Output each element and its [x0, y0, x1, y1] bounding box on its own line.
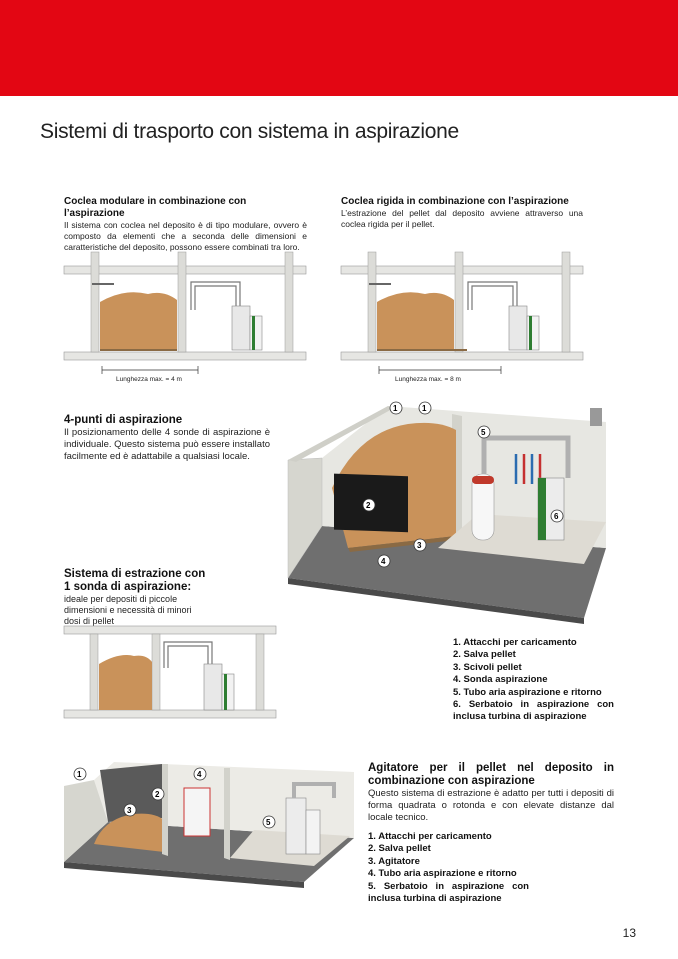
agitatore-callout-3: [124, 804, 136, 816]
legend-item: 1. Attacchi per caricamento: [368, 831, 492, 842]
header-band: [0, 0, 678, 96]
coclea-rigida-body: L’estrazione del pellet dal deposito avviene attraverso una coclea rigida per il pellet.: [341, 208, 583, 229]
legend-item: 3. Agitatore: [368, 855, 420, 867]
svg-text:4: 4: [381, 557, 386, 566]
svg-text:3: 3: [417, 541, 422, 550]
page-number: 13: [622, 926, 636, 940]
coclea-rigida-caption: Lunghezza max. = 8 m: [395, 376, 461, 383]
legend-item: 1. Attacchi per caricamento: [453, 637, 577, 648]
legend-item: 2. Salva pellet: [368, 843, 431, 855]
agitatore-callout-1: [74, 768, 86, 780]
agitatore-heading: Agitatore per il pellet nel deposito in combinazione con aspirazione: [368, 762, 614, 787]
legend-item: 5. Tubo aria aspirazione e ritorno: [453, 686, 602, 698]
svg-text:2: 2: [366, 501, 371, 510]
coclea-rigida-diagram: [341, 250, 586, 385]
agitatore-callout-2: [152, 788, 164, 800]
callout-6: [551, 510, 563, 522]
quattro-punti-illustration: [288, 398, 613, 630]
agitatore-section: [368, 762, 614, 824]
agitatore-body: Questo sistema di estrazione è adatto per tutti i depositi di forma quadrata o rotonda e con elevate distanze dal locale tecnico.: [368, 788, 614, 823]
callout-2: [363, 499, 375, 511]
svg-text:3: 3: [127, 806, 132, 815]
quattro-punti-body: Il posizionamento delle 4 sonde di aspirazione è individuale. Questo sistema può essere installato facilmente ed è adattabile a qualsiasi locale.: [64, 427, 270, 462]
una-sonda-body: ideale per depositi di piccole dimensioni e necessità di minori dosi di pellet: [64, 594, 192, 626]
coclea-modulare-heading: Coclea modulare in combinazione con l’aspirazione: [64, 196, 247, 219]
callout-4: [378, 555, 390, 567]
coclea-modulare-section: [64, 196, 307, 253]
callout-5: [478, 426, 490, 438]
coclea-modulare-body: Il sistema con coclea nel deposito è di tipo modulare, ovvero è composto da elementi che a seconda delle dimensioni e caratteristiche del deposito, possono essere combinati tra loro.: [64, 220, 307, 252]
legend-item: 3. Scivoli pellet: [453, 661, 522, 673]
una-sonda-heading: Sistema di estrazione con 1 sonda di aspirazione:: [64, 568, 206, 593]
agitatore-callout-4: [194, 768, 206, 780]
legend-agitatore: [368, 831, 529, 905]
una-sonda-diagram: [64, 624, 279, 724]
legend-item: 2. Salva pellet: [453, 649, 516, 661]
coclea-rigida-heading: Coclea rigida in combinazione con l’aspirazione: [341, 196, 569, 207]
quattro-punti-heading: 4-punti di aspirazione: [64, 414, 183, 426]
legend-item: 4. Sonda aspirazione: [453, 674, 548, 686]
callout-1b: [419, 402, 431, 414]
coclea-rigida-section: [341, 196, 583, 230]
coclea-modulare-caption: Lunghezza max. = 4 m: [116, 376, 182, 383]
svg-text:1: 1: [393, 404, 398, 413]
svg-text:5: 5: [481, 428, 486, 437]
legend-item: 4. Tubo aria aspirazione e ritorno: [368, 868, 517, 880]
coclea-modulare-diagram: [64, 250, 309, 385]
una-sonda-section: [64, 568, 210, 627]
callout-1a: [390, 402, 402, 414]
svg-text:2: 2: [155, 790, 160, 799]
legend-item: 5. Serbatoio in aspirazione con inclusa turbina di aspirazione: [368, 880, 529, 905]
quattro-punti-section: [64, 414, 270, 463]
svg-text:1: 1: [77, 770, 82, 779]
svg-text:4: 4: [197, 770, 202, 779]
legend-item: 6. Serbatoio in aspirazione con inclusa turbina di aspirazione: [453, 699, 614, 723]
callout-3: [414, 539, 426, 551]
page-title: Sistemi di trasporto con sistema in aspirazione: [40, 120, 459, 143]
svg-text:5: 5: [266, 818, 271, 827]
agitatore-illustration: [64, 758, 359, 888]
svg-text:1: 1: [422, 404, 427, 413]
svg-text:6: 6: [554, 512, 559, 521]
agitatore-callout-5: [263, 816, 275, 828]
legend-quattro-punti: [453, 637, 614, 724]
